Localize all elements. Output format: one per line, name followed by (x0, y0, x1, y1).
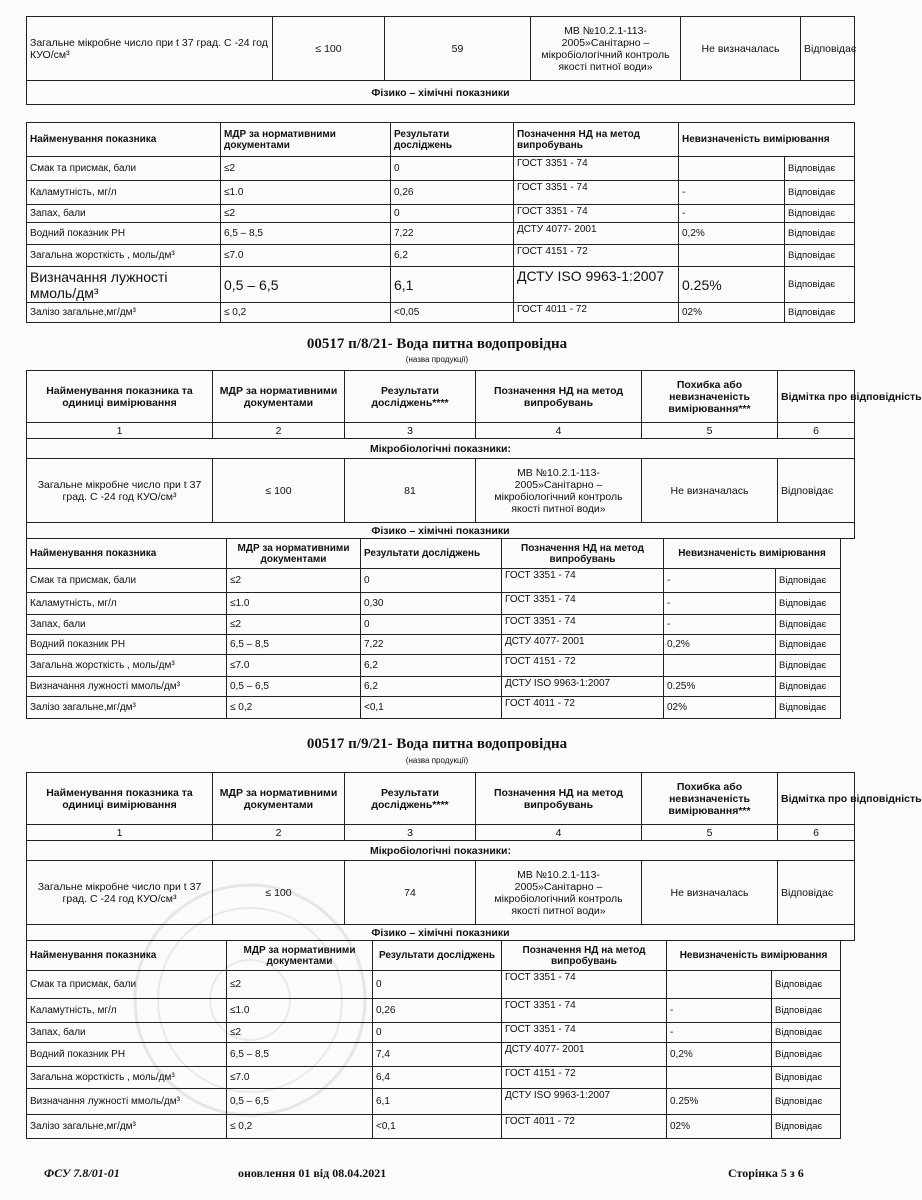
col-header: Відмітка про відповідність (778, 773, 855, 825)
section-header-phys: Фізико – хімічні показники (27, 523, 855, 539)
col-header: Позначення НД на метод випробувань (514, 123, 679, 157)
conformity-value: Відповідає (772, 1089, 841, 1115)
conformity-value: Відповідає (801, 17, 855, 81)
table-row (27, 1089, 841, 1115)
method-value: ГОСТ 3351 - 74 (502, 971, 667, 999)
uncertainty-value (667, 971, 772, 999)
conformity-value: Відповідає (776, 635, 841, 655)
col-header: Результати досліджень (391, 123, 514, 157)
method-value: МВ №10.2.1-113-2005»Санітарно – мікробіологічний контроль якості питної води» (531, 17, 681, 81)
indicator-name: Водний показник РН (27, 635, 227, 655)
table-row (27, 615, 841, 635)
norm-value: ≤2 (227, 1023, 373, 1043)
norm-value: 0,5 – 6,5 (227, 1089, 373, 1115)
method-value: ГОСТ 4011 - 72 (502, 697, 664, 719)
result-value: 0,26 (373, 999, 502, 1023)
indicator-name: Загальне мікробне число при t 37 град. С -24 год КУО/см³ (27, 459, 213, 523)
norm-value: 6,5 – 8,5 (227, 1043, 373, 1067)
col-header: МДР за нормативними документами (227, 539, 361, 569)
uncertainty-value: - (664, 615, 776, 635)
page-number: Сторінка 5 з 6 (728, 1166, 804, 1180)
table-row (27, 205, 855, 223)
result-value: 0,30 (361, 593, 502, 615)
indicator-name: Визначання лужності ммоль/дм³ (27, 1089, 227, 1115)
table-row (27, 1043, 841, 1067)
indicator-name: Водний показник РН (27, 1043, 227, 1067)
table-row (27, 677, 841, 697)
conformity-value: Відповідає (772, 1043, 841, 1067)
table-row (27, 569, 841, 593)
product-title: 00517 п/9/21- Вода питна водопровідна (306, 736, 568, 752)
col-number: 2 (213, 423, 345, 439)
section-header-phys: Фізико – хімічні показники (27, 81, 855, 105)
norm-value: ≤ 100 (273, 17, 385, 81)
conformity-value: Відповідає (785, 157, 855, 181)
norm-value: ≤1.0 (227, 999, 373, 1023)
result-value: <0,1 (373, 1115, 502, 1139)
block3-phys-table (26, 940, 841, 1139)
norm-value: ≤ 100 (213, 861, 345, 925)
col-header: Результати досліджень (373, 941, 502, 971)
table-row (27, 635, 841, 655)
method-value: ДСТУ 4077- 2001 (502, 635, 664, 655)
col-number: 5 (642, 423, 778, 439)
uncertainty-value (679, 157, 785, 181)
norm-value: ≤7.0 (227, 1067, 373, 1089)
col-number: 2 (213, 825, 345, 841)
uncertainty-value: 0.25% (679, 267, 785, 303)
indicator-name: Загальна жорсткість , моль/дм³ (27, 245, 221, 267)
method-value: ГОСТ 3351 - 74 (514, 205, 679, 223)
col-header: Результати досліджень (361, 539, 502, 569)
norm-value: ≤7.0 (227, 655, 361, 677)
col-number: 5 (642, 825, 778, 841)
norm-value: ≤ 0,2 (227, 697, 361, 719)
conformity-value: Відповідає (776, 569, 841, 593)
table-row (27, 157, 855, 181)
col-header: Невизначеність вимірювання (667, 941, 841, 971)
conformity-value: Відповідає (785, 245, 855, 267)
result-value: <0,05 (391, 303, 514, 323)
col-header: Відмітка про відповідність (778, 371, 855, 423)
method-value: ГОСТ 3351 - 74 (502, 999, 667, 1023)
result-value: 6,2 (361, 677, 502, 697)
table-row (27, 459, 855, 523)
method-value: ГОСТ 4011 - 72 (514, 303, 679, 323)
indicator-name: Загальне мікробне число при t 37 град. С -24 год КУО/см³ (27, 861, 213, 925)
norm-value: 0,5 – 6,5 (227, 677, 361, 697)
method-value: ДСТУ ISO 9963-1:2007 (502, 1089, 667, 1115)
conformity-value: Відповідає (772, 1115, 841, 1139)
method-value: ДСТУ 4077- 2001 (502, 1043, 667, 1067)
table-row (27, 223, 855, 245)
col-number: 6 (778, 825, 855, 841)
indicator-name: Загальне мікробне число при t 37 град. С -24 год КУО/см³ (27, 17, 273, 81)
section-header-phys: Фізико – хімічні показники (27, 925, 855, 941)
conformity-value: Відповідає (785, 267, 855, 303)
table-row (27, 697, 841, 719)
table-row (27, 655, 841, 677)
result-value: 7,22 (361, 635, 502, 655)
uncertainty-value: 0.25% (664, 677, 776, 697)
result-value: 7,4 (373, 1043, 502, 1067)
norm-value: ≤2 (227, 971, 373, 999)
col-number: 3 (345, 423, 476, 439)
table-row (27, 999, 841, 1023)
method-value: ГОСТ 3351 - 74 (514, 181, 679, 205)
block3-main-table (26, 772, 922, 941)
result-value: 0,26 (391, 181, 514, 205)
col-header: Невизначеність вимірювання (679, 123, 855, 157)
method-value: ДСТУ ISO 9963-1:2007 (514, 267, 679, 303)
result-value: 6,2 (391, 245, 514, 267)
col-number: 4 (476, 423, 642, 439)
conformity-value: Відповідає (785, 205, 855, 223)
indicator-name: Водний показник РН (27, 223, 221, 245)
uncertainty-value: 02% (664, 697, 776, 719)
col-number: 3 (345, 825, 476, 841)
norm-value: ≤2 (227, 615, 361, 635)
col-header: Найменування показника та одиниці вимірювання (27, 773, 213, 825)
col-header: Похибка або невизначеність вимірювання*** (642, 773, 778, 825)
conformity-value: Відповідає (778, 459, 855, 523)
table-row (27, 17, 855, 81)
norm-value: 6,5 – 8,5 (221, 223, 391, 245)
uncertainty-value: 0,2% (679, 223, 785, 245)
uncertainty-value: 02% (667, 1115, 772, 1139)
uncertainty-value: 0,2% (667, 1043, 772, 1067)
indicator-name: Каламутність, мг/л (27, 999, 227, 1023)
product-subtitle: (назва продукції) (405, 355, 469, 364)
col-header: Невизначеність вимірювання (664, 539, 841, 569)
result-value: 0 (361, 569, 502, 593)
uncertainty-value: 0.25% (667, 1089, 772, 1115)
indicator-name: Запах, бали (27, 205, 221, 223)
result-value: 0 (391, 157, 514, 181)
method-value: ГОСТ 4151 - 72 (514, 245, 679, 267)
indicator-name: Залізо загальне,мг/дм³ (27, 303, 221, 323)
col-header: Результати досліджень**** (345, 773, 476, 825)
col-header: МДР за нормативними документами (221, 123, 391, 157)
col-header: Результати досліджень**** (345, 371, 476, 423)
table-row (27, 861, 855, 925)
indicator-name: Смак та присмак, бали (27, 569, 227, 593)
result-value: <0,1 (361, 697, 502, 719)
col-header: Найменування показника (27, 123, 221, 157)
block2-main-table (26, 370, 922, 539)
col-header: МДР за нормативними документами (213, 371, 345, 423)
uncertainty-value: Не визначалась (642, 459, 778, 523)
col-number: 4 (476, 825, 642, 841)
result-value: 81 (345, 459, 476, 523)
norm-value: ≤ 0,2 (221, 303, 391, 323)
conformity-value: Відповідає (772, 1023, 841, 1043)
uncertainty-value: 0,2% (664, 635, 776, 655)
section-header-micro: Мікробіологічні показники: (27, 439, 855, 459)
indicator-name: Смак та присмак, бали (27, 971, 227, 999)
result-value: 0 (391, 205, 514, 223)
table-row (27, 245, 855, 267)
indicator-name: Залізо загальне,мг/дм³ (27, 1115, 227, 1139)
block1-phys-table (26, 122, 855, 323)
col-header: Позначення НД на метод випробувань (502, 539, 664, 569)
col-header: МДР за нормативними документами (227, 941, 373, 971)
result-value: 6,1 (373, 1089, 502, 1115)
indicator-name: Визначання лужності ммоль/дм³ (27, 267, 221, 303)
conformity-value: Відповідає (772, 971, 841, 999)
table-row (27, 181, 855, 205)
result-value: 0 (373, 1023, 502, 1043)
conformity-value: Відповідає (778, 861, 855, 925)
result-value: 74 (345, 861, 476, 925)
conformity-value: Відповідає (776, 677, 841, 697)
col-number: 1 (27, 825, 213, 841)
conformity-value: Відповідає (772, 1067, 841, 1089)
col-header: Похибка або невизначеність вимірювання*** (642, 371, 778, 423)
method-value: ГОСТ 4151 - 72 (502, 1067, 667, 1089)
uncertainty-value: Не визначалась (642, 861, 778, 925)
method-value: МВ №10.2.1-113-2005»Санітарно – мікробіологічний контроль якості питної води» (476, 861, 642, 925)
col-header: Позначення НД на метод випробувань (502, 941, 667, 971)
result-value: 6,1 (391, 267, 514, 303)
product-title: 00517 п/8/21- Вода питна водопровідна (306, 336, 568, 352)
section-header-micro: Мікробіологічні показники: (27, 841, 855, 861)
norm-value: ≤ 100 (213, 459, 345, 523)
indicator-name: Каламутність, мг/л (27, 181, 221, 205)
conformity-value: Відповідає (776, 655, 841, 677)
uncertainty-value: - (679, 181, 785, 205)
block2-phys-rows (27, 569, 841, 719)
revision-note: оновлення 01 від 08.04.2021 (238, 1166, 387, 1180)
norm-value: 0,5 – 6,5 (221, 267, 391, 303)
conformity-value: Відповідає (776, 593, 841, 615)
form-code: ФСУ 7.8/01-01 (44, 1166, 120, 1180)
norm-value: ≤1.0 (227, 593, 361, 615)
conformity-value: Відповідає (776, 615, 841, 635)
indicator-name: Залізо загальне,мг/дм³ (27, 697, 227, 719)
method-value: ГОСТ 4011 - 72 (502, 1115, 667, 1139)
col-header: Найменування показника (27, 941, 227, 971)
norm-value: ≤2 (221, 157, 391, 181)
table-row (27, 1023, 841, 1043)
result-value: 6,2 (361, 655, 502, 677)
conformity-value: Відповідає (785, 303, 855, 323)
block2-phys-table (26, 538, 841, 719)
conformity-value: Відповідає (785, 223, 855, 245)
method-value: ДСТУ ISO 9963-1:2007 (502, 677, 664, 697)
uncertainty-value: - (679, 205, 785, 223)
uncertainty-value (667, 1067, 772, 1089)
table-row (27, 971, 841, 999)
indicator-name: Визначання лужності ммоль/дм³ (27, 677, 227, 697)
col-header: Найменування показника та одиниці вимірювання (27, 371, 213, 423)
method-value: ГОСТ 4151 - 72 (502, 655, 664, 677)
col-header: МДР за нормативними документами (213, 773, 345, 825)
method-value: ГОСТ 3351 - 74 (502, 1023, 667, 1043)
table-row (27, 1067, 841, 1089)
table-row (27, 1115, 841, 1139)
uncertainty-value: - (667, 999, 772, 1023)
method-value: ГОСТ 3351 - 74 (502, 569, 664, 593)
indicator-name: Загальна жорсткість , моль/дм³ (27, 655, 227, 677)
norm-value: ≤2 (221, 205, 391, 223)
uncertainty-value: - (664, 569, 776, 593)
norm-value: 6,5 – 8,5 (227, 635, 361, 655)
indicator-name: Запах, бали (27, 1023, 227, 1043)
norm-value: ≤7.0 (221, 245, 391, 267)
indicator-name: Запах, бали (27, 615, 227, 635)
method-value: МВ №10.2.1-113-2005»Санітарно – мікробіологічний контроль якості питної води» (476, 459, 642, 523)
block1-phys-rows (27, 157, 855, 323)
result-value: 6,4 (373, 1067, 502, 1089)
table-row (27, 593, 841, 615)
method-value: ДСТУ 4077- 2001 (514, 223, 679, 245)
result-value: 0 (361, 615, 502, 635)
conformity-value: Відповідає (776, 697, 841, 719)
method-value: ГОСТ 3351 - 74 (514, 157, 679, 181)
result-value: 59 (385, 17, 531, 81)
conformity-value: Відповідає (785, 181, 855, 205)
uncertainty-value: - (667, 1023, 772, 1043)
indicator-name: Загальна жорсткість , моль/дм³ (27, 1067, 227, 1089)
method-value: ГОСТ 3351 - 74 (502, 593, 664, 615)
product-subtitle: (назва продукції) (405, 756, 469, 765)
indicator-name: Смак та присмак, бали (27, 157, 221, 181)
block3-phys-rows (27, 971, 841, 1139)
result-value: 7,22 (391, 223, 514, 245)
norm-value: ≤ 0,2 (227, 1115, 373, 1139)
norm-value: ≤2 (227, 569, 361, 593)
uncertainty-value: 02% (679, 303, 785, 323)
indicator-name: Каламутність, мг/л (27, 593, 227, 615)
block1-micro-table (26, 16, 855, 105)
norm-value: ≤1.0 (221, 181, 391, 205)
method-value: ГОСТ 3351 - 74 (502, 615, 664, 635)
col-header: Позначення НД на метод випробувань (476, 371, 642, 423)
table-row (27, 267, 855, 303)
col-header: Найменування показника (27, 539, 227, 569)
uncertainty-value: - (664, 593, 776, 615)
col-number: 6 (778, 423, 855, 439)
table-row (27, 303, 855, 323)
conformity-value: Відповідає (772, 999, 841, 1023)
uncertainty-value (679, 245, 785, 267)
result-value: 0 (373, 971, 502, 999)
uncertainty-value: Не визначалась (681, 17, 801, 81)
col-header: Позначення НД на метод випробувань (476, 773, 642, 825)
uncertainty-value (664, 655, 776, 677)
col-number: 1 (27, 423, 213, 439)
